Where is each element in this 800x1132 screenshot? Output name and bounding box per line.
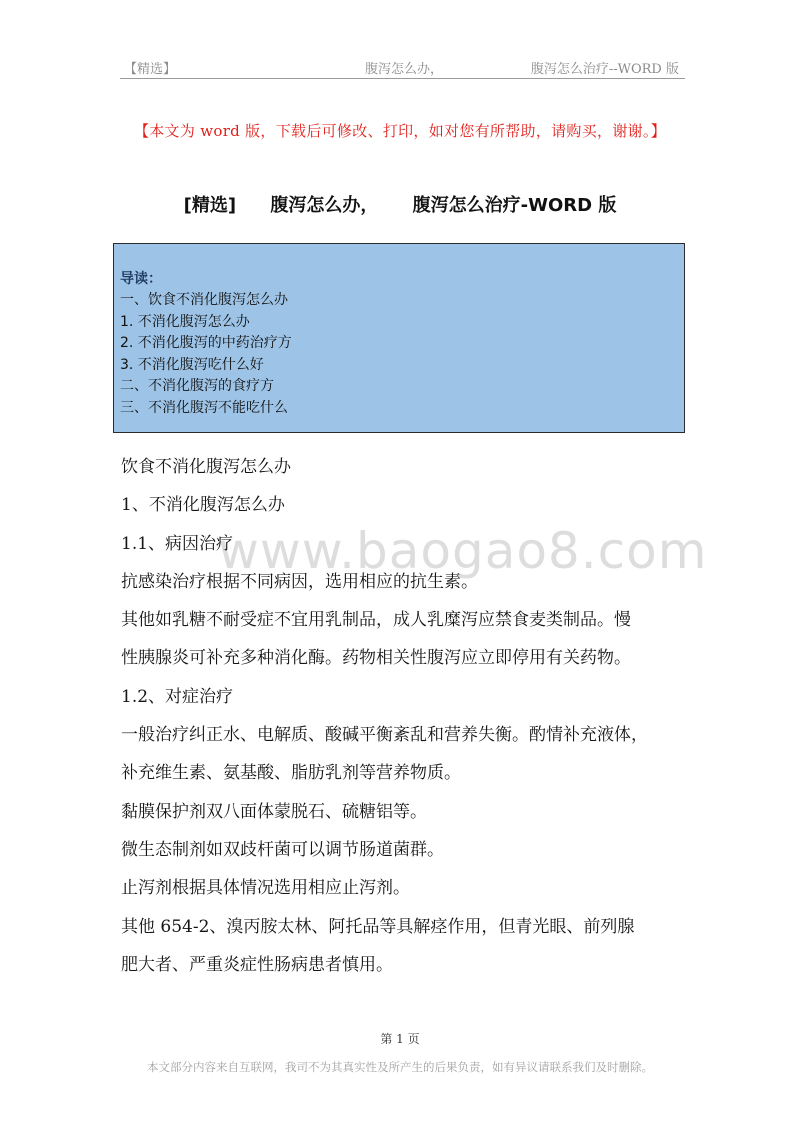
page-header [120, 56, 685, 79]
toc-item: 3. 不消化腹泻吃什么好 [120, 356, 264, 373]
section-heading: 饮食不消化腹泻怎么办 [121, 457, 291, 477]
disclaimer-footer: 本文部分内容来自互联网，我司不为其真实性及所产生的后果负责，如有异议请联系我们及时删除。 [147, 1060, 653, 1074]
paragraph-line: 补充维生素、氨基酸、脂肪乳剂等营养物质。 [121, 763, 461, 784]
document-title [0, 191, 800, 217]
subsection-heading: 1.2、对症治疗 [121, 686, 234, 707]
header-middle-text: 腹泻怎么办， [365, 62, 444, 77]
table-of-contents [113, 243, 685, 433]
title-part-3: 腹泻怎么治疗-WORD 版 [412, 195, 617, 216]
paragraph-line: 其他 654-2、溴丙胺太林、阿托品等具解痉作用，但青光眼、前列腺 [121, 916, 635, 937]
paragraph-line: 黏膜保护剂双八面体蒙脱石、硫糖铝等。 [121, 801, 427, 822]
toc-item: 三、不消化腹泻不能吃什么 [120, 399, 288, 416]
paragraph-line: 一般治疗纠正水、电解质、酸碱平衡紊乱和营养失衡。酌情补充液体， [121, 725, 648, 746]
paragraph-line: 止泻剂根据具体情况选用相应止泻剂。 [121, 878, 410, 899]
title-part-2: 腹泻怎么办， [270, 195, 379, 216]
paragraph-line: 其他如乳糖不耐受症不宜用乳制品，成人乳糜泻应禁食麦类制品。慢 [121, 610, 631, 631]
document-body [121, 448, 686, 984]
toc-heading: 导读： [120, 271, 162, 287]
toc-item: 二、不消化腹泻的食疗方 [120, 378, 274, 394]
toc-item: 1. 不消化腹泻怎么办 [120, 313, 250, 330]
paragraph-line: 肥大者、严重炎症性肠病患者慎用。 [121, 954, 393, 975]
paragraph-line: 性胰腺炎可补充多种消化酶。药物相关性腹泻应立即停用有关药物。 [121, 648, 631, 669]
paragraph-line: 微生态制剂如双歧杆菌可以调节肠道菌群。 [121, 839, 444, 860]
title-part-1: [精选] [183, 195, 237, 216]
toc-item: 一、饮食不消化腹泻怎么办 [120, 292, 288, 308]
header-right-text: 腹泻怎么治疗--WORD 版 [530, 62, 679, 77]
header-left-text: 【精选】 [124, 62, 177, 77]
subsection-heading: 1、不消化腹泻怎么办 [121, 495, 285, 516]
page-number: 第 1 页 [380, 1032, 420, 1046]
toc-item: 2. 不消化腹泻的中药治疗方 [120, 335, 292, 351]
watermark: www.baogao8.com [218, 522, 708, 580]
subsection-heading: 1.1、病因治疗 [121, 533, 234, 554]
paragraph-line: 抗感染治疗根据不同病因，选用相应的抗生素。 [121, 571, 478, 592]
purchase-notice: 【本文为 word 版，下载后可修改、打印，如对您有所帮助，请购买，谢谢。】 [133, 122, 667, 140]
